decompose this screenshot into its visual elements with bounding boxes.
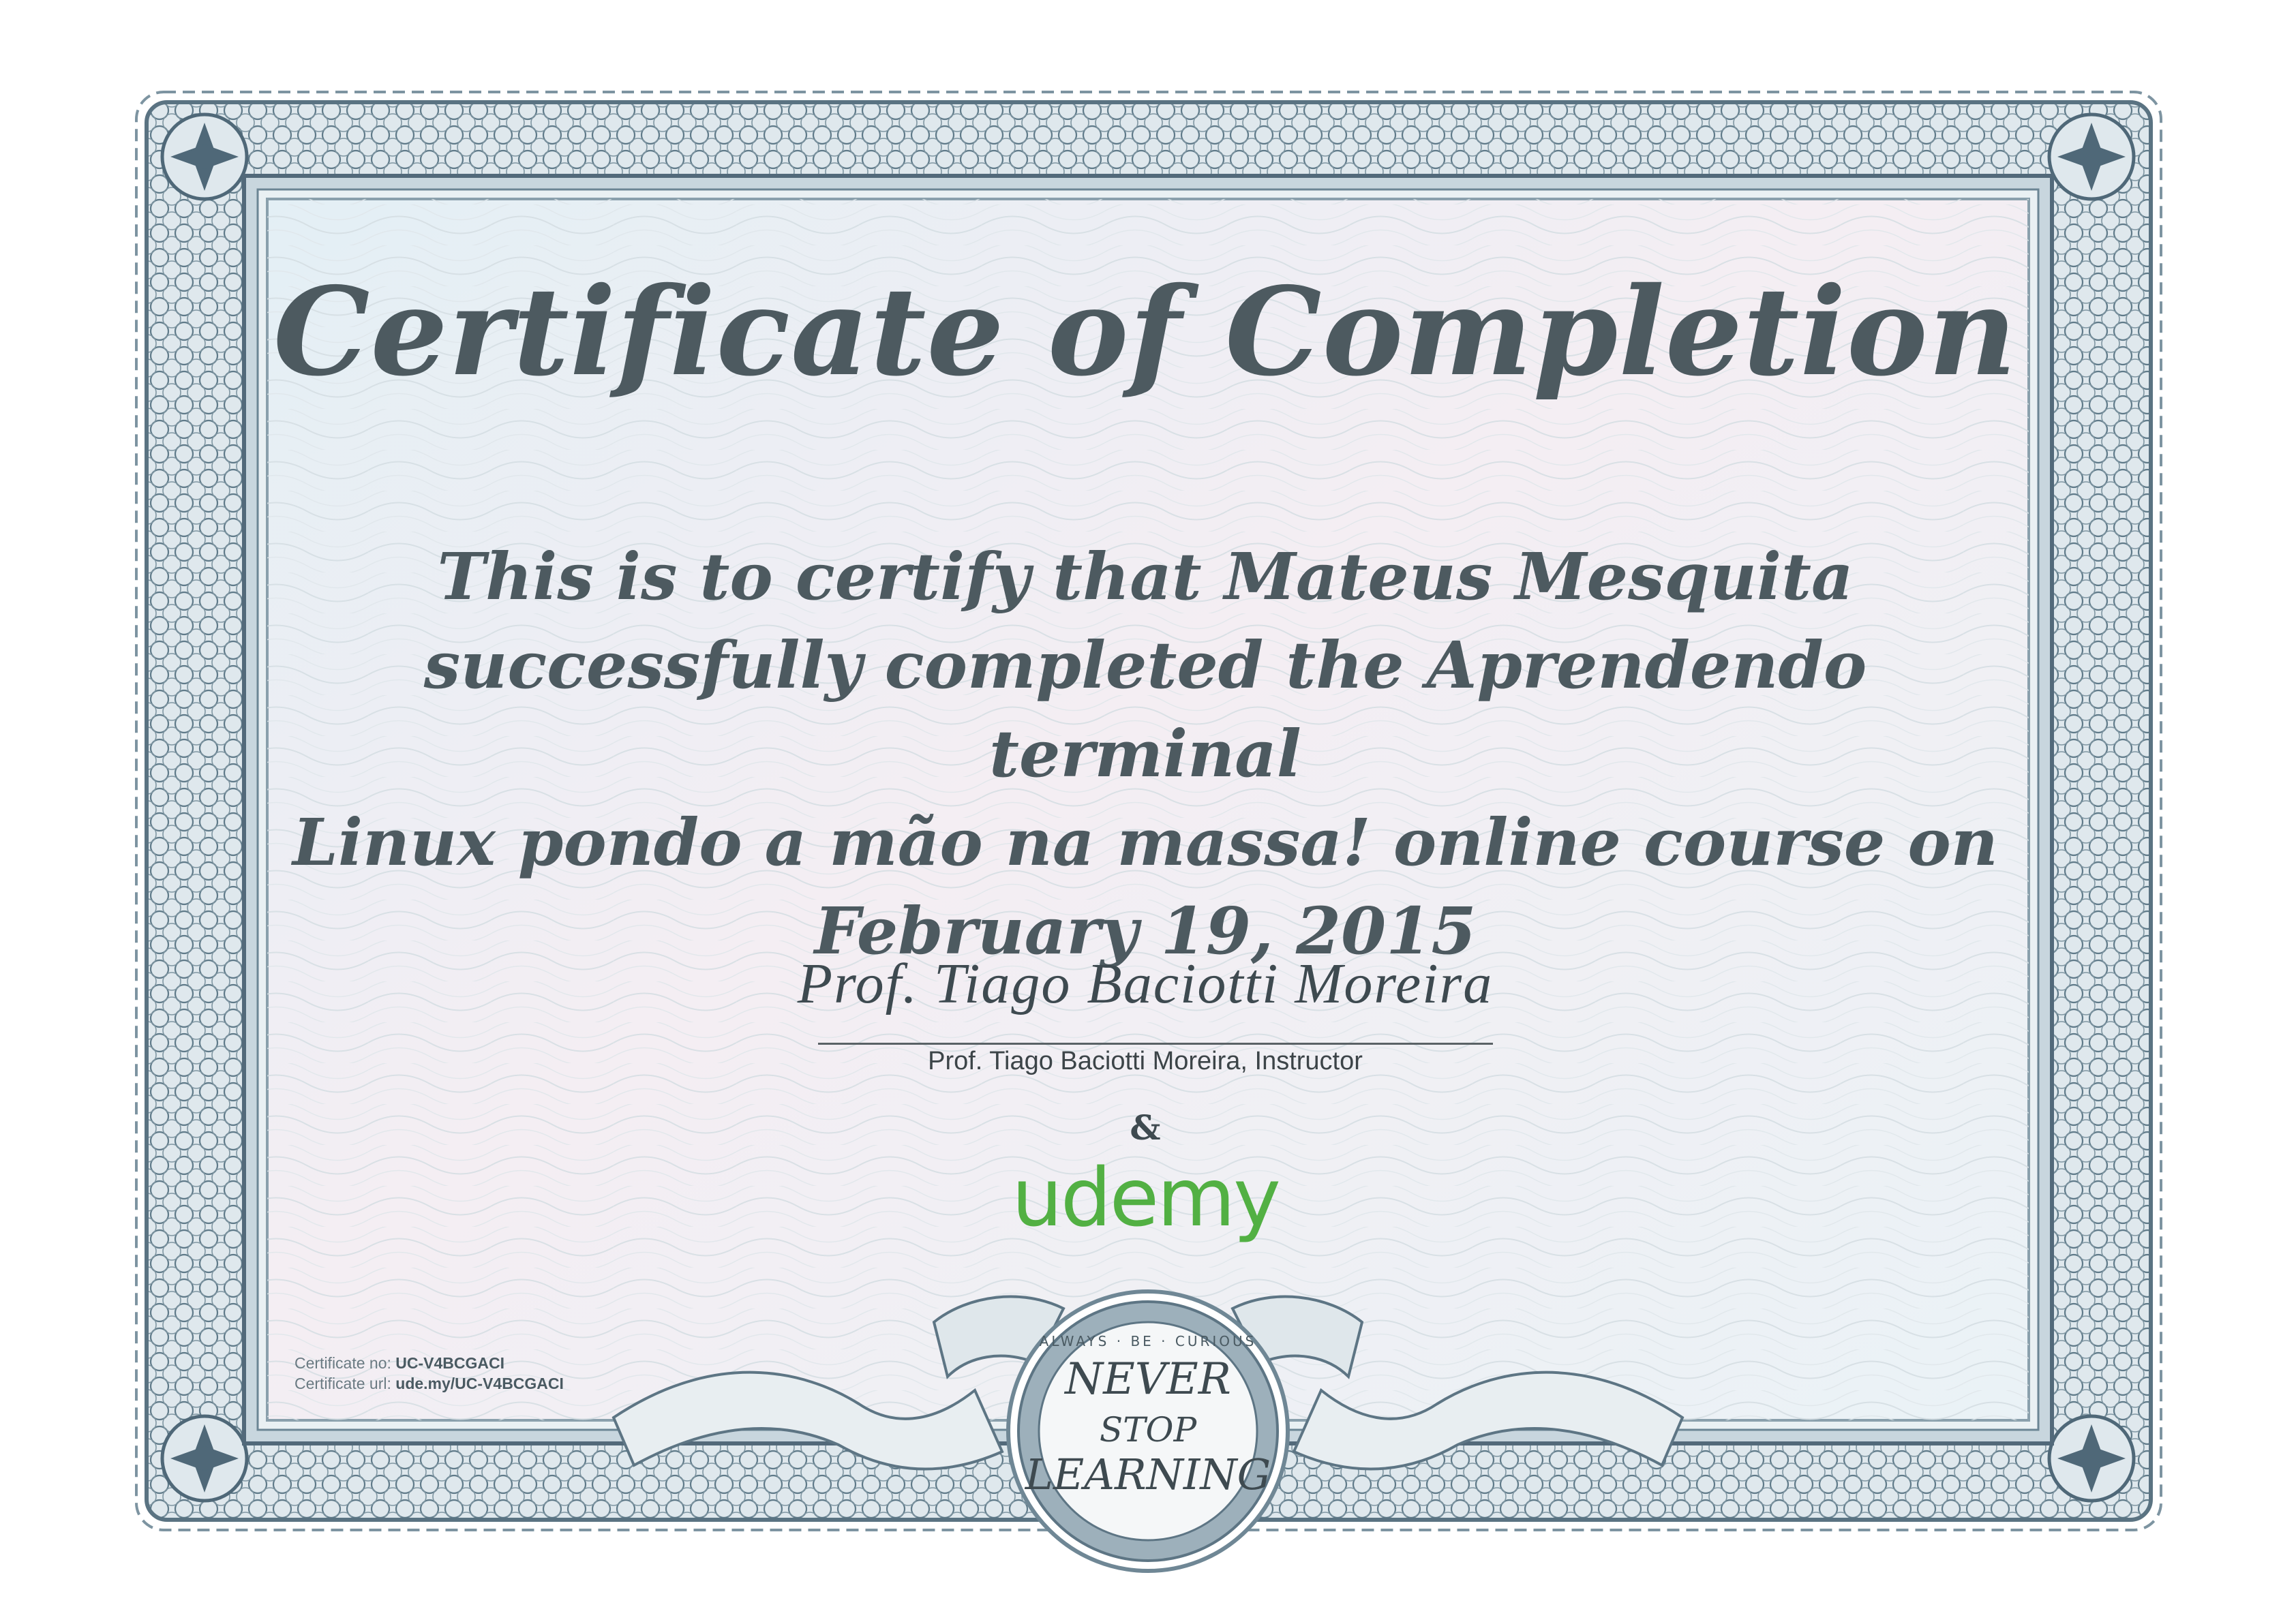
certificate-url [294,1373,564,1394]
signature-line [818,1043,1493,1045]
seal-top-text: ALWAYS · BE · CURIOUS [1039,1333,1257,1349]
certificate-info [294,1353,564,1394]
statement-line: February 19, 2015 [814,893,1477,969]
svg-text:LEARNING: LEARNING [1025,1450,1271,1499]
cert-no-label: Certificate no: [294,1354,391,1372]
statement-line: successfully completed the Aprendendo terminal [423,628,1867,792]
cert-no-value: UC-V4BCGACI [395,1354,505,1372]
certificate-statement [259,533,2031,976]
udemy-logo: udemy [1011,1150,1280,1244]
certificate-title: Certificate of Completion [273,260,2018,403]
certificate-number [294,1353,564,1373]
statement-line: Linux pondo a mão na massa! online course on [292,805,1998,881]
ampersand: & [1130,1107,1161,1148]
instructor-signature: Prof. Tiago Baciotti Moreira [797,952,1494,1015]
cert-url-value[interactable]: ude.my/UC-V4BCGACI [395,1375,564,1392]
statement-line: This is to certify that Mateus Mesquita [437,539,1854,615]
svg-text:NEVER: NEVER [1065,1354,1231,1405]
cert-url-label: Certificate url: [294,1375,391,1392]
svg-text:STOP: STOP [1099,1410,1197,1450]
instructor-caption: Prof. Tiago Baciotti Moreira, Instructor [928,1047,1363,1075]
